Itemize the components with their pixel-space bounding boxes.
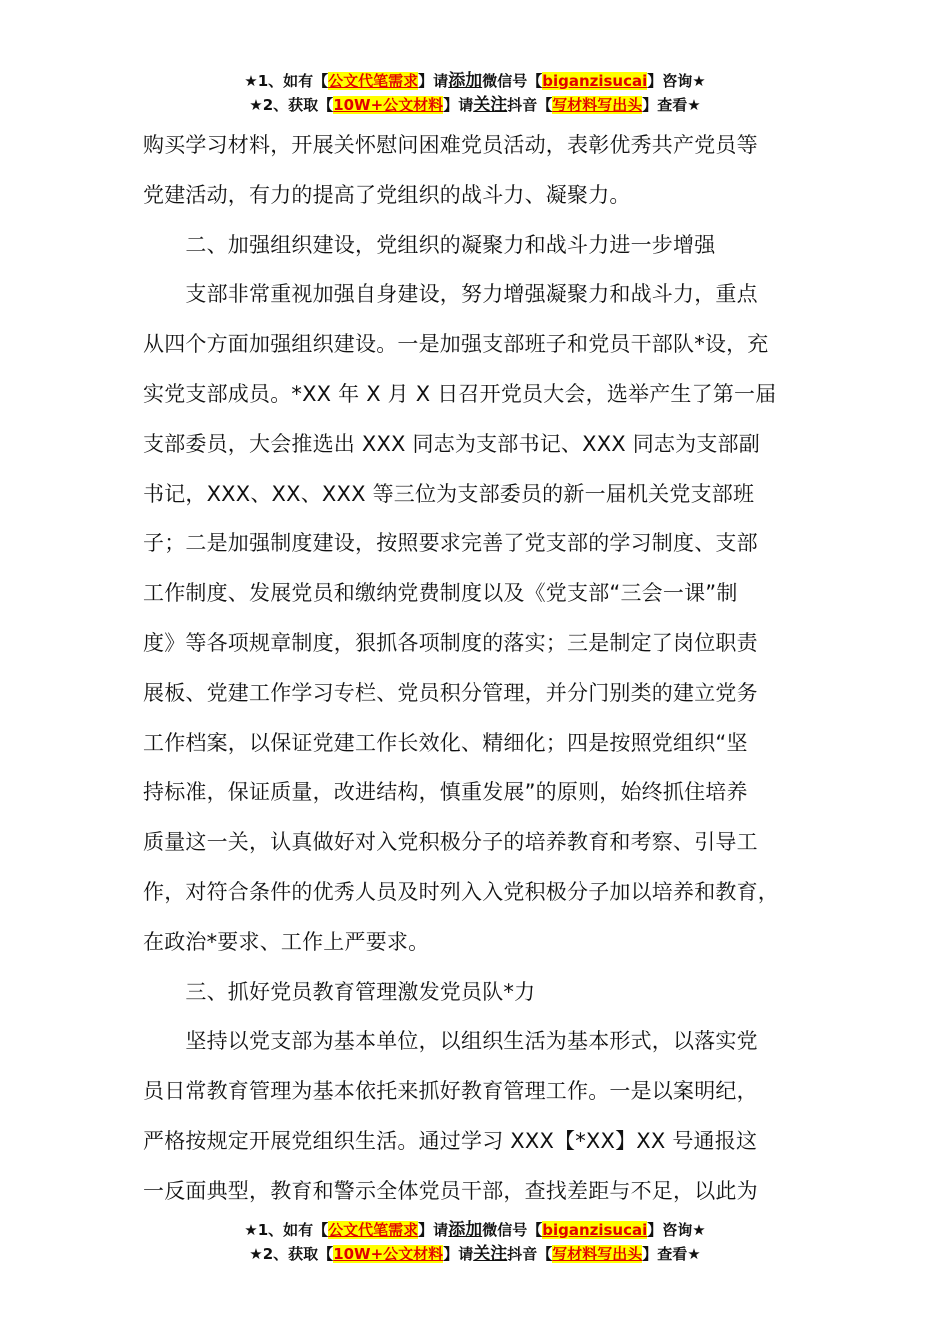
text-line: 作，对符合条件的优秀人员及时列入入党积极分子加以培养和教育，	[143, 879, 779, 904]
promo-line-2: ★2、获取【10W+公文材料】请关注抖音【写材料写出头】查看★	[249, 1244, 701, 1264]
text-line: 支部非常重视加强自身建设，努力增强凝聚力和战斗力，重点	[143, 282, 758, 307]
text-line: 严格按规定开展党组织生活。通过学习 XXX【*XX】XX 号通报这	[143, 1128, 758, 1153]
body-text	[143, 126, 813, 1222]
text-line: 子；二是加强制度建设，按照要求完善了党支部的学习制度、支部	[143, 531, 758, 556]
text-line: 三、抓好党员教育管理激发党员队*力	[143, 979, 536, 1004]
text-line: 党建活动，有力的提高了党组织的战斗力、凝聚力。	[143, 182, 631, 207]
text-line: 二、加强组织建设，党组织的凝聚力和战斗力进一步增强	[143, 232, 716, 257]
text-line: 从四个方面加强组织建设。一是加强支部班子和党员干部队*设，充	[143, 332, 769, 357]
promo-banner-top	[0, 69, 950, 117]
highlight: 10W+公文材料	[333, 96, 444, 114]
text-line: 工作档案，以保证党建工作长效化、精细化；四是按照党组织“坚	[143, 730, 748, 755]
text-line: 一反面典型，教育和警示全体党员干部，查找差距与不足，以此为	[143, 1178, 758, 1203]
promo-line-2: ★2、获取【10W+公文材料】请关注抖音【写材料写出头】查看★	[249, 95, 701, 115]
text-line: 坚持以党支部为基本单位，以组织生活为基本形式，以落实党	[143, 1029, 758, 1054]
text-line: 购买学习材料，开展关怀慰问困难党员活动，表彰优秀共产党员等	[143, 133, 758, 157]
text-line: 书记，XXX、XX、XXX 等三位为支部委员的新一届机关党支部班	[143, 481, 755, 506]
text-line: 支部委员，大会推选出 XXX 同志为支部书记、XXX 同志为支部副	[143, 431, 760, 456]
highlight: 公文代笔需求	[328, 72, 419, 90]
highlight: 10W+公文材料	[333, 1245, 444, 1263]
text-line: 展板、党建工作学习专栏、党员积分管理，并分门别类的建立党务	[143, 680, 758, 705]
text-line: 实党支部成员。*XX 年 X 月 X 日召开党员大会，选举产生了第一届	[143, 381, 777, 406]
highlight: 写材料写出头	[552, 96, 643, 114]
text-line: 工作制度、发展党员和缴纳党费制度以及《党支部“三会一课”制	[143, 581, 738, 606]
text-line: 员日常教育管理为基本依托来抓好教育管理工作。一是以案明纪，	[143, 1079, 758, 1104]
promo-line-1: ★1、如有【公文代笔需求】请添加微信号【biganzisucai】咨询★	[244, 1220, 706, 1240]
text-line: 质量这一关，认真做好对入党积极分子的培养教育和考察、引导工	[143, 830, 758, 855]
text-line: 持标准，保证质量，改进结构，慎重发展”的原则，始终抓住培养	[143, 780, 748, 805]
highlight: biganzisucai	[542, 1221, 648, 1239]
text-line: 在政治*要求、工作上严要求。	[143, 929, 430, 954]
highlight: 公文代笔需求	[328, 1221, 419, 1239]
promo-banner-bottom	[0, 1218, 950, 1266]
text-line: 度》等各项规章制度，狠抓各项制度的落实；三是制定了岗位职责	[143, 630, 758, 655]
promo-line-1: ★1、如有【公文代笔需求】请添加微信号【biganzisucai】咨询★	[244, 71, 706, 91]
highlight: biganzisucai	[542, 72, 648, 90]
highlight: 写材料写出头	[552, 1245, 643, 1263]
